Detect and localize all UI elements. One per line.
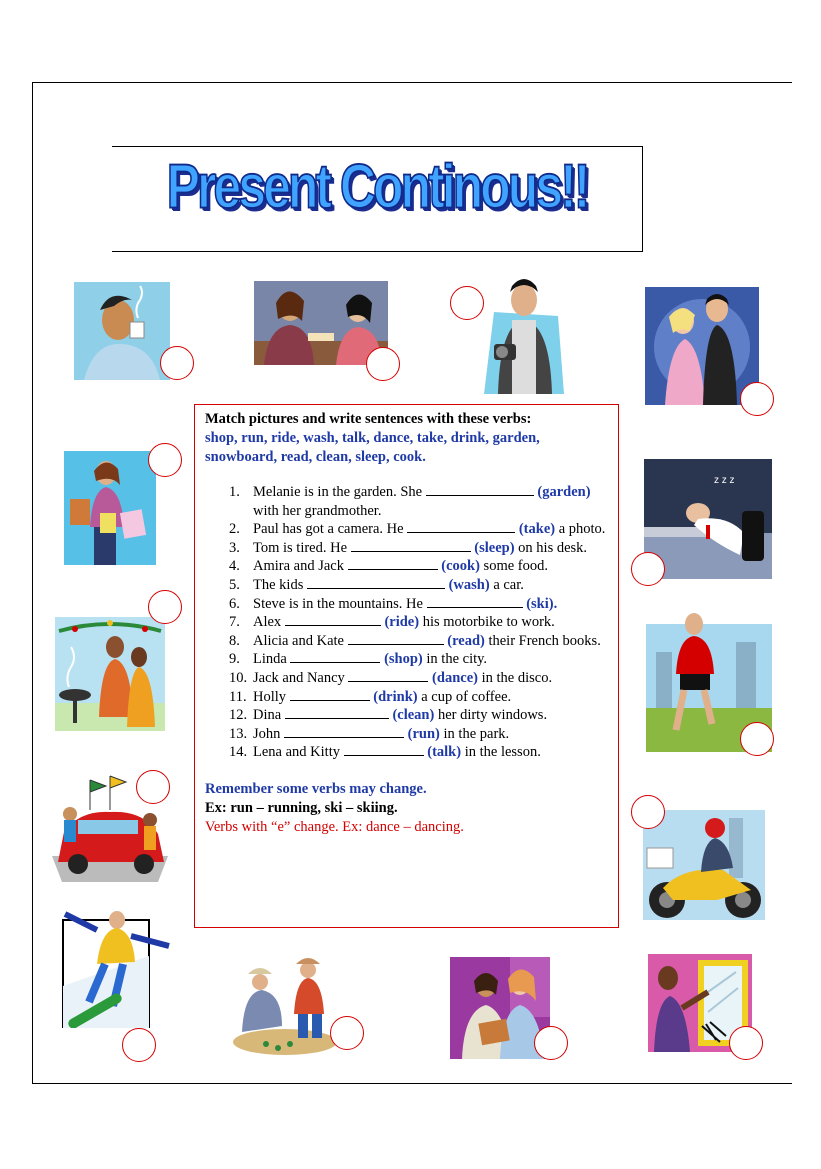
sentence-text: Holly: [253, 688, 290, 705]
sentence-number: 9.: [229, 651, 240, 668]
sentence-body: [253, 688, 511, 707]
women-talking-picture: [254, 281, 388, 365]
women-gardening-picture: [232, 952, 338, 1056]
sentence-text-after: some food.: [479, 558, 548, 575]
sentence-item: [229, 557, 608, 576]
couple-cooking-barbecue-picture: [55, 617, 165, 731]
answer-circle-12[interactable]: [330, 1016, 364, 1050]
sentence-text: Dina: [253, 707, 285, 724]
answer-circle-5[interactable]: [148, 443, 182, 477]
sentence-text: Tom is tired. He: [253, 539, 351, 556]
man-with-camera-picture: [484, 272, 564, 394]
sentence-text-after: in the disco.: [477, 669, 553, 686]
verb-hint: (take): [515, 521, 556, 538]
rule-note: Verbs with “e” change. Ex: dance – dancing.: [205, 818, 464, 835]
sentence-text: The kids: [253, 576, 307, 593]
instruction-text: Match pictures and write sentences with these verbs:: [205, 411, 532, 427]
answer-blank[interactable]: [407, 520, 515, 533]
verb-hint: (clean): [388, 707, 435, 724]
sentence-number: 13.: [229, 725, 248, 742]
sentence-item: [229, 650, 608, 669]
sentence-text: Jack and Nancy: [253, 669, 349, 686]
sentence-item: [229, 669, 608, 688]
verb-hint: (ski).: [522, 595, 558, 612]
sentence-item: [229, 483, 608, 520]
answer-blank[interactable]: [348, 557, 438, 570]
sentence-item: [229, 632, 608, 651]
couple-dancing-picture: [645, 287, 759, 405]
sentence-text-after: their French books.: [484, 632, 601, 649]
sentence-text-after: a cup of coffee.: [417, 688, 512, 705]
title-box: [112, 146, 643, 252]
sentence-item: [229, 743, 608, 762]
sentence-number: 5.: [229, 576, 240, 593]
sentence-text: Linda: [253, 651, 291, 668]
answer-circle-6[interactable]: [631, 552, 665, 586]
answer-blank[interactable]: [285, 613, 381, 626]
verb-hint: (shop): [380, 651, 423, 668]
answer-blank[interactable]: [290, 650, 380, 663]
answer-blank[interactable]: [290, 688, 370, 701]
sentence-body: [253, 632, 601, 651]
sentence-body: [253, 483, 608, 520]
sentence-body: [253, 539, 587, 558]
sentence-body: [253, 613, 555, 632]
sentence-text: Alicia and Kate: [253, 632, 348, 649]
sentence-number: 7.: [229, 614, 240, 631]
sentence-number: 10.: [229, 669, 248, 686]
sentence-number: 3.: [229, 539, 240, 556]
sentence-number: 6.: [229, 595, 240, 612]
answer-blank[interactable]: [351, 539, 471, 552]
sentence-item: [229, 520, 608, 539]
answer-blank[interactable]: [307, 576, 445, 589]
svg-text:z z z: z z z: [714, 475, 735, 486]
answer-circle-11[interactable]: [122, 1028, 156, 1062]
answer-circle-3[interactable]: [450, 286, 484, 320]
sentence-text: Steve is in the mountains. He: [253, 595, 427, 612]
sentence-text-after: in the lesson.: [461, 744, 541, 761]
sentence-body: [253, 725, 509, 744]
sentence-text-after: her dirty windows.: [434, 707, 548, 724]
example-note: Ex: run – running, ski – skiing.: [205, 799, 398, 816]
sentence-list: [205, 483, 608, 762]
verb-hint: (wash): [444, 576, 490, 593]
sentence-text-after: his motorbike to work.: [419, 614, 555, 631]
verb-hint: (dance): [428, 669, 478, 686]
sentence-item: [229, 539, 608, 558]
verbs-list: shop, run, ride, wash, talk, dance, take, drink, garden, snowboard, read, clean, sleep, cook.: [205, 430, 540, 465]
answer-blank[interactable]: [284, 725, 404, 738]
verb-hint: (run): [404, 725, 440, 742]
sentence-body: [253, 576, 524, 595]
man-riding-motorbike-picture: [643, 808, 771, 928]
answer-blank[interactable]: [427, 595, 523, 608]
answer-circle-13[interactable]: [534, 1026, 568, 1060]
answer-blank[interactable]: [285, 706, 389, 719]
sentence-text: Alex: [253, 614, 285, 631]
sentence-item: [229, 595, 608, 614]
answer-circle-7[interactable]: [148, 590, 182, 624]
answer-blank[interactable]: [344, 743, 424, 756]
sentence-number: 4.: [229, 558, 240, 575]
exercise-box: [194, 404, 619, 928]
sentence-text: John: [253, 725, 285, 742]
answer-circle-14[interactable]: [729, 1026, 763, 1060]
sentence-item: [229, 725, 608, 744]
sentence-text: Lena and Kitty: [253, 744, 344, 761]
sentence-item: [229, 576, 608, 595]
answer-blank[interactable]: [426, 483, 534, 496]
sentence-text: Melanie is in the garden. She: [253, 484, 426, 500]
answer-circle-10[interactable]: [631, 795, 665, 829]
sentence-text: Amira and Jack: [253, 558, 348, 575]
verb-hint: (garden): [533, 484, 591, 500]
sentence-number: 2.: [229, 521, 240, 538]
answer-blank[interactable]: [348, 669, 428, 682]
verb-hint: (cook): [437, 558, 480, 575]
man-snowboarding-picture: [61, 906, 173, 1028]
sentence-item: [229, 688, 608, 707]
sentence-body: [253, 743, 541, 762]
verb-hint: (talk): [423, 744, 462, 761]
sentence-text-after: in the park.: [439, 725, 510, 742]
sentence-number: 1.: [229, 484, 240, 500]
verb-hint: (ride): [380, 614, 420, 631]
sentence-number: 8.: [229, 632, 240, 649]
verb-hint: (sleep): [470, 539, 515, 556]
sentence-text: Paul has got a camera. He: [253, 521, 408, 538]
sentence-body: [253, 650, 487, 669]
page-title: Present Continous!!: [166, 151, 588, 221]
sentence-item: [229, 706, 608, 725]
verb-hint: (drink): [369, 688, 418, 705]
answer-circle-2[interactable]: [366, 347, 400, 381]
sentence-text-after: with her grandmother.: [253, 502, 382, 519]
sentence-number: 11.: [229, 688, 247, 705]
sentence-body: [253, 706, 547, 725]
sentence-number: 14.: [229, 744, 248, 761]
answer-circle-4[interactable]: [740, 382, 774, 416]
answer-circle-9[interactable]: [136, 770, 170, 804]
answer-blank[interactable]: [348, 632, 444, 645]
sentence-body: [253, 669, 552, 688]
sentence-body: [253, 520, 605, 539]
sentence-text-after: a car.: [489, 576, 524, 593]
sentence-number: 12.: [229, 707, 248, 724]
sentence-text-after: on his desk.: [514, 539, 588, 556]
sentence-body: [253, 595, 557, 614]
sentence-text-after: in the city.: [422, 651, 488, 668]
verb-hint: (read): [443, 632, 485, 649]
woman-shopping-picture: [64, 451, 156, 565]
remember-note: Remember some verbs may change.: [205, 780, 427, 797]
sentence-text-after: a photo.: [555, 521, 606, 538]
sentence-item: [229, 613, 608, 632]
sentence-body: [253, 557, 548, 576]
answer-circle-1[interactable]: [160, 346, 194, 380]
woman-drinking-coffee-picture: [74, 282, 170, 380]
answer-circle-8[interactable]: [740, 722, 774, 756]
